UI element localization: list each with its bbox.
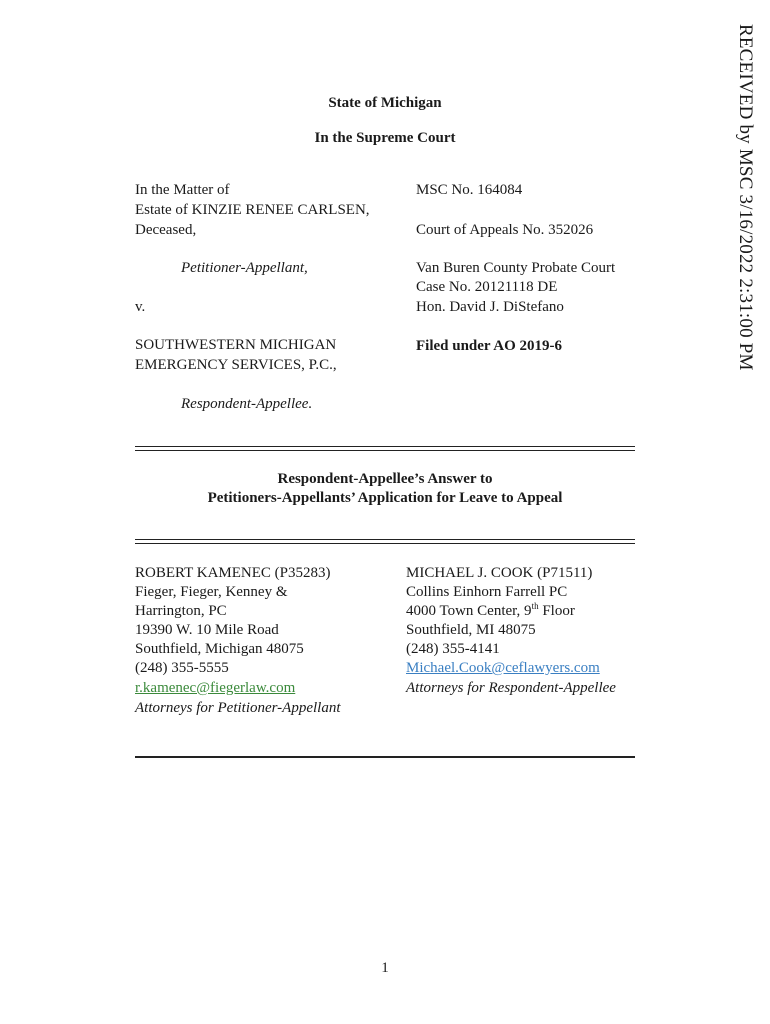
court-heading: In the Supreme Court: [314, 130, 456, 146]
counsel-name: MICHAEL J. COOK (P71511): [406, 565, 593, 581]
counsel-role: Attorneys for Petitioner-Appellant: [135, 700, 341, 716]
page-number: 1: [381, 960, 389, 976]
petitioner-role: Petitioner-Appellant,: [181, 260, 308, 276]
filed-under: Filed under AO 2019-6: [416, 338, 562, 354]
counsel-address2: Southfield, Michigan 48075: [135, 641, 304, 657]
ordinal-suffix: th: [531, 601, 539, 611]
counsel-role: Attorneys for Respondent-Appellee: [406, 680, 616, 696]
counsel-bottom-rule: [135, 756, 635, 758]
respondent-name-line2: EMERGENCY SERVICES, P.C.,: [135, 357, 337, 373]
document-title-line2: Petitioners-Appellants’ Application for Leave to Appeal: [207, 490, 563, 506]
address-text: 4000 Town Center, 9: [406, 603, 532, 619]
counsel-email-row: [135, 679, 295, 698]
estate-line: Estate of KINZIE RENEE CARLSEN,: [135, 202, 370, 218]
counsel-address2: Southfield, MI 48075: [406, 622, 536, 638]
counsel-email-link[interactable]: r.kamenec@fiegerlaw.com: [135, 680, 296, 696]
document-title-line1: Respondent-Appellee’s Answer to: [277, 471, 493, 487]
state-heading: State of Michigan: [328, 95, 442, 111]
counsel-phone: (248) 355-5555: [135, 660, 229, 676]
counsel-address1: 19390 W. 10 Mile Road: [135, 622, 279, 638]
counsel-email-row: [406, 659, 600, 678]
matter-line: In the Matter of: [135, 182, 230, 198]
counsel-email-link[interactable]: Michael.Cook@ceflawyers.com: [406, 660, 600, 676]
counsel-firm-line2: Harrington, PC: [135, 603, 227, 619]
judge-name: Hon. David J. DiStefano: [416, 299, 564, 315]
respondent-role: Respondent-Appellee.: [181, 396, 313, 412]
title-rule-bottom-2: [135, 543, 635, 544]
counsel-firm: Collins Einhorn Farrell PC: [406, 584, 568, 600]
address-text-floor: Floor: [538, 603, 575, 619]
counsel-phone: (248) 355-4141: [406, 641, 500, 657]
case-number: Case No. 20121118 DE: [416, 279, 558, 295]
msc-number: MSC No. 164084: [416, 182, 523, 198]
counsel-address1: [406, 602, 575, 621]
versus: v.: [135, 299, 146, 315]
respondent-name-line1: SOUTHWESTERN MICHIGAN: [135, 337, 337, 353]
received-stamp: RECEIVED by MSC 3/16/2022 2:31:00 PM: [735, 24, 756, 371]
probate-court: Van Buren County Probate Court: [416, 260, 616, 276]
title-rule-top-2: [135, 450, 635, 451]
coa-number: Court of Appeals No. 352026: [416, 222, 594, 238]
title-rule-top-1: [135, 446, 635, 447]
title-rule-bottom-1: [135, 539, 635, 540]
deceased-line: Deceased,: [135, 222, 197, 238]
counsel-name: ROBERT KAMENEC (P35283): [135, 565, 331, 581]
counsel-firm-line1: Fieger, Fieger, Kenney &: [135, 584, 288, 600]
